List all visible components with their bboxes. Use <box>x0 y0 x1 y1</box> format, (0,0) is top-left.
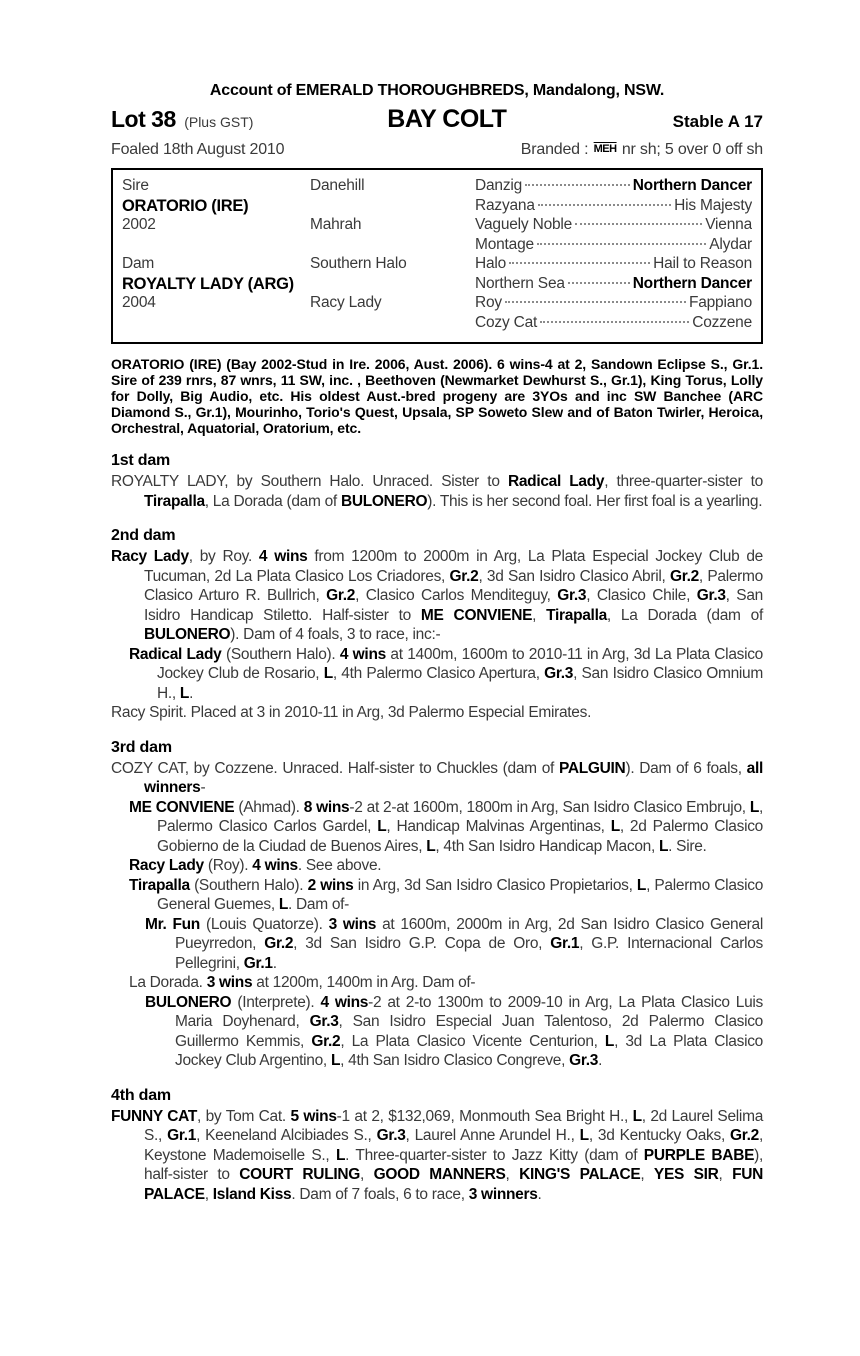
black-type-text: Racy Lady <box>111 548 189 565</box>
black-type-text: 3 wins <box>206 974 253 991</box>
dam-name: ROYALTY LADY (ARG) <box>122 274 294 293</box>
gen3-ancestor: Hail to Reason <box>653 255 752 272</box>
plain-text: . <box>537 1185 542 1203</box>
plain-text: , 2d Palermo Clasico Gobierno de la Ciudad de Buenos Aires, <box>157 818 763 855</box>
plain-text: , <box>204 1185 213 1203</box>
black-type-text: PALGUIN <box>558 759 626 777</box>
black-type-text: L <box>179 684 190 702</box>
pedigree-paragraph <box>111 915 763 974</box>
black-type-text: 3 winners <box>468 1185 538 1203</box>
brand-suffix: nr sh; 5 over 0 off sh <box>617 141 763 158</box>
plain-text: (Roy). <box>203 857 253 874</box>
plain-text: ). Dam of 6 foals, <box>625 759 747 777</box>
plain-text: , <box>718 1166 733 1183</box>
plain-text: -2 at 2-to 1300m to 2009-10 in Arg, La Plata Clasico Luis Maria Doyhenard, <box>175 993 764 1030</box>
black-type-text: KING'S PALACE <box>519 1166 641 1183</box>
dam-section <box>111 452 763 511</box>
plain-text: , Clasico Carlos Menditeguy, <box>355 587 558 604</box>
plain-text: , Keeneland Alcibiades S., <box>196 1127 377 1144</box>
black-type-text: Island Kiss <box>212 1185 292 1203</box>
gen3-name: Danzig <box>475 177 523 194</box>
dam-section <box>111 527 763 723</box>
plain-text: , <box>640 1166 654 1183</box>
dam-year: 2004 <box>122 294 156 311</box>
foaled-date: Foaled 18th August 2010 <box>111 141 285 158</box>
black-type-text: Gr.2 <box>326 587 356 604</box>
dam-label: Dam <box>122 255 155 272</box>
black-type-text: Gr.3 <box>569 1052 599 1069</box>
sire-sire: Danehill <box>310 177 365 194</box>
plain-text: in Arg, 3d San Isidro Clasico Propietarios, <box>353 876 637 894</box>
gen3-ancestor: Cozzene <box>692 313 752 331</box>
dam-sire: Southern Halo <box>310 255 407 272</box>
section-heading: 2nd dam <box>111 527 176 544</box>
black-type-text: BULONERO <box>340 492 428 510</box>
plain-text: Racy Spirit. Placed at 3 in 2010-11 in Arg, 3d Palermo Especial Emirates. <box>111 704 592 721</box>
plain-text: . Dam of 7 foals, 6 to race, <box>291 1185 469 1203</box>
pedigree-paragraph <box>111 1107 763 1205</box>
black-type-text: 4 wins <box>339 645 386 663</box>
dot-leader <box>538 204 671 206</box>
gen3-name: Vaguely Noble <box>475 216 573 233</box>
black-type-text: all winners <box>144 759 763 796</box>
gen3-ancestor: Vienna <box>705 216 752 233</box>
black-type-text: GOOD MANNERS <box>373 1166 506 1183</box>
black-type-text: Gr.2 <box>730 1127 759 1144</box>
pedigree-paragraph <box>111 973 763 993</box>
black-type-text: Gr.2 <box>264 935 294 952</box>
plain-text: (Louis Quatorze). <box>199 915 329 933</box>
sire-name: ORATORIO (IRE) <box>122 196 249 215</box>
plain-text: , 3d Kentucky Oaks, <box>588 1127 731 1144</box>
plain-text: , 3d San Isidro Clasico Abril, <box>478 567 670 585</box>
sire-summary: ORATORIO (IRE) (Bay 2002-Stud in Ire. 2006, Aust. 2006). 6 wins-4 at 2, Sandown Eclipse S., Gr.1. Sire of 239 rnrs, 87 wnrs, 11 SW, inc. , Beethoven (Newmarket Dewhurst S., Gr.1), King Torus, Lolly for Dolly, Big Audio, etc. His oldest Aust.-bred progeny are 3YOs and inc SW Banchee (ARC Diamond S., Gr.1), Mourinho, Torio's Quest, Upsala, SP Soweto Slew and of Baton Twirler, Heroica, Orchestral, Aquatorial, Oratorium, etc. <box>111 356 763 436</box>
section-heading: 4th dam <box>111 1086 171 1104</box>
black-type-text: Gr.2 <box>311 1032 341 1050</box>
plain-text: , <box>360 1166 374 1183</box>
gen3-ancestor: Fappiano <box>688 294 752 311</box>
plain-text: . See above. <box>297 857 382 874</box>
plain-text: , La Plata Clasico Vicente Centurion, <box>340 1032 605 1050</box>
black-type-text: L <box>278 896 289 913</box>
black-type-text: L <box>335 1146 346 1164</box>
plain-text: , 2d Laurel Selima S., <box>144 1107 764 1144</box>
plain-text: ). Dam of 4 foals, 3 to race, inc:- <box>230 626 441 643</box>
stable-number: Stable A 17 <box>672 112 763 131</box>
gen3-ancestor: Northern Dancer <box>632 177 752 194</box>
plain-text: -1 at 2, $132,069, Monmouth Sea Bright H., <box>336 1107 633 1125</box>
gst-note: (Plus GST) <box>184 114 254 130</box>
plain-text: , Clasico Chile, <box>586 587 697 604</box>
black-type-text: Gr.3 <box>696 587 726 604</box>
plain-text: (Southern Halo). <box>221 645 340 663</box>
black-type-text: L <box>579 1127 589 1144</box>
black-type-text: Tirapalla <box>129 876 190 894</box>
gen3-row <box>475 177 752 197</box>
plain-text: . <box>272 954 277 972</box>
black-type-text: COURT RULING <box>239 1166 361 1183</box>
plain-text: , Palermo Clasico Arturo R. Bullrich, <box>144 567 763 604</box>
lot-number: Lot 38 <box>111 106 176 132</box>
gen3-name: Roy <box>475 294 502 311</box>
plain-text: , three-quarter-sister to <box>604 473 763 490</box>
gen3-row <box>475 275 752 295</box>
black-type-text: BULONERO <box>144 626 231 643</box>
black-type-text: L <box>610 818 620 835</box>
account-line: Account of EMERALD THOROUGHBREDS, Mandalong, NSW. <box>209 82 665 99</box>
plain-text: (Ahmad). <box>234 798 304 816</box>
black-type-text: 3 wins <box>328 915 377 933</box>
black-type-text: FUN PALACE <box>144 1166 764 1203</box>
lot-block <box>111 106 328 133</box>
gen3-name: Halo <box>475 255 507 272</box>
plain-text: , Palermo Clasico General Guemes, <box>157 876 764 913</box>
pedigree-grid <box>122 177 752 333</box>
black-type-text: FUNNY CAT <box>111 1107 198 1125</box>
black-type-text: Gr.2 <box>449 567 479 585</box>
section-heading: 1st dam <box>111 452 171 469</box>
plain-text: , La Dorada (dam of <box>204 492 341 510</box>
pedigree-paragraph <box>111 645 763 704</box>
black-type-text: Gr.3 <box>376 1127 406 1144</box>
black-type-text: Tirapalla <box>144 492 205 510</box>
gen3-name: Cozy Cat <box>475 313 538 331</box>
gen3-name: Razyana <box>475 196 535 214</box>
plain-text: , Keystone Mademoiselle S., <box>144 1127 763 1164</box>
plain-text: , by Roy. <box>188 548 259 565</box>
black-type-text: Gr.3 <box>309 1013 339 1030</box>
dot-leader <box>540 321 689 323</box>
dot-leader <box>575 223 702 225</box>
plain-text: , G.P. Internacional Carlos Pellegrini, <box>175 935 763 972</box>
pedigree-paragraph <box>111 703 763 723</box>
plain-text: . <box>189 684 194 702</box>
black-type-text: Racy Lady <box>129 857 204 874</box>
plain-text: , 3d La Plata Clasico Jockey Club Argentino, <box>175 1032 763 1069</box>
plain-text: , Palermo Clasico Carlos Gardel, <box>157 798 764 835</box>
gen3-row <box>475 236 752 256</box>
gen3-ancestor: Alydar <box>709 235 752 253</box>
black-type-text: 4 wins <box>258 548 308 565</box>
plain-text: , San Isidro Handicap Stiletto. Half-sister to <box>144 587 763 624</box>
plain-text: at 1600m, 2000m in Arg, 2d San Isidro Clasico General Pueyrredon, <box>175 915 763 952</box>
gen3-row <box>475 216 752 236</box>
gen3-row <box>475 314 752 334</box>
black-type-text: 8 wins <box>303 798 350 816</box>
plain-text: , 4th San Isidro Handicap Macon, <box>435 837 659 855</box>
plain-text: , 4th San Isidro Clasico Congreve, <box>340 1052 570 1069</box>
dot-leader <box>537 243 706 245</box>
plain-text: , <box>532 606 547 624</box>
black-type-text: 4 wins <box>320 993 369 1011</box>
plain-text: , 3d San Isidro G.P. Copa de Oro, <box>293 935 551 952</box>
sire-year: 2002 <box>122 216 156 233</box>
catalogue-page <box>111 82 763 1204</box>
black-type-text: Gr.3 <box>544 665 574 682</box>
plain-text: at 1200m, 1400m in Arg. Dam of- <box>252 974 476 991</box>
brand-prefix: Branded : <box>520 141 593 158</box>
plain-text: ), half-sister to <box>144 1146 763 1183</box>
black-type-text: Gr.1 <box>167 1127 197 1144</box>
dot-leader <box>505 301 686 303</box>
black-type-text: YES SIR <box>653 1166 719 1183</box>
gen3-row <box>475 197 752 217</box>
black-type-text: L <box>323 665 333 682</box>
dam-dam: Racy Lady <box>310 294 382 311</box>
plain-text: (Southern Halo). <box>189 876 308 894</box>
dam-section <box>111 1087 763 1205</box>
black-type-text: Gr.1 <box>243 954 273 972</box>
black-type-text: Gr.1 <box>550 935 580 952</box>
pedigree-paragraph <box>111 547 763 645</box>
foaled-row <box>111 141 763 159</box>
dot-leader <box>509 262 650 264</box>
black-type-text: Gr.3 <box>557 587 587 604</box>
gen3-name: Montage <box>475 235 534 253</box>
plain-text: , 4th Palermo Clasico Apertura, <box>332 665 545 682</box>
black-type-text: 4 wins <box>252 857 298 874</box>
black-type-text: L <box>604 1032 615 1050</box>
plain-text: at 1400m, 1600m to 2010-11 in Arg, 3d La Plata Clasico Jockey Club de Rosario, <box>157 645 763 682</box>
plain-text: - <box>200 779 206 796</box>
plain-text: ROYALTY LADY, by Southern Halo. Unraced. Sister to <box>111 473 508 490</box>
black-type-text: Tirapalla <box>546 606 607 624</box>
black-type-text: L <box>636 876 647 894</box>
horse-title: BAY COLT <box>387 105 507 133</box>
pedigree-table <box>111 168 763 344</box>
plain-text: (Interprete). <box>231 993 321 1011</box>
plain-text: , San Isidro Clasico Omnium H., <box>157 665 763 702</box>
black-type-text: L <box>426 837 436 855</box>
plain-text: . <box>598 1052 603 1069</box>
plain-text: La Dorada. <box>129 974 207 991</box>
black-type-text: L <box>330 1052 341 1069</box>
black-type-text: PURPLE BABE <box>643 1146 755 1164</box>
dot-leader <box>568 282 630 284</box>
brand-info <box>521 141 763 159</box>
black-type-text: Gr.2 <box>669 567 699 585</box>
brand-symbol: $\overline{MEH}$ <box>593 143 617 155</box>
dam-section <box>111 739 763 1071</box>
gen3-row <box>475 255 752 275</box>
black-type-text: L <box>658 837 669 855</box>
plain-text: ). This is her second foal. Her first foal is a yearling. <box>427 492 763 510</box>
gen3-ancestor: Northern Dancer <box>632 274 752 292</box>
black-type-text: Radical Lady <box>129 645 222 663</box>
black-type-text: ME CONVIENE <box>420 606 533 624</box>
section-heading: 3rd dam <box>111 738 172 756</box>
pedigree-paragraph <box>111 759 763 798</box>
dot-leader <box>525 184 630 186</box>
plain-text: , Laurel Anne Arundel H., <box>405 1127 580 1144</box>
black-type-text: 2 wins <box>307 876 354 894</box>
gen3-name: Northern Sea <box>475 274 565 292</box>
black-type-text: L <box>377 818 387 835</box>
lot-row <box>111 105 763 134</box>
plain-text: , by Tom Cat. <box>197 1107 291 1125</box>
gen3-ancestor: His Majesty <box>674 196 752 214</box>
plain-text: . Three-quarter-sister to Jazz Kitty (dam of <box>345 1146 644 1164</box>
plain-text: from 1200m to 2000m in Arg, La Plata Especial Jockey Club de Tucuman, 2d La Plata Clasico Los Criadores, <box>144 548 763 585</box>
sire-label: Sire <box>122 177 149 194</box>
plain-text: , La Dorada (dam of <box>606 606 763 624</box>
black-type-text: ME CONVIENE <box>129 798 235 816</box>
plain-text: , <box>505 1166 520 1183</box>
plain-text: -2 at 2-at 1600m, 1800m in Arg, San Isidro Clasico Embrujo, <box>349 798 750 816</box>
dam-sections <box>111 452 763 1204</box>
black-type-text: Radical Lady <box>507 473 605 490</box>
pedigree-paragraph <box>111 993 763 1071</box>
pedigree-paragraph <box>111 856 763 876</box>
black-type-text: L <box>632 1107 642 1125</box>
plain-text: , San Isidro Especial Juan Talentoso, 2d Palermo Clasico Guillermo Kemmis, <box>175 1013 764 1050</box>
black-type-text: BULONERO <box>145 993 232 1011</box>
plain-text: . Sire. <box>668 837 707 855</box>
plain-text: , Handicap Malvinas Argentinas, <box>386 818 611 835</box>
sire-dam: Mahrah <box>310 216 362 233</box>
plain-text: . Dam of- <box>288 896 350 913</box>
pedigree-paragraph <box>111 876 763 915</box>
gen3-row <box>475 294 752 314</box>
black-type-text: L <box>749 798 760 816</box>
black-type-text: 5 wins <box>290 1107 337 1125</box>
pedigree-paragraph <box>111 798 763 857</box>
black-type-text: Mr. Fun <box>145 915 200 933</box>
plain-text: COZY CAT, by Cozzene. Unraced. Half-sister to Chuckles (dam of <box>111 759 559 777</box>
pedigree-paragraph <box>111 472 763 511</box>
